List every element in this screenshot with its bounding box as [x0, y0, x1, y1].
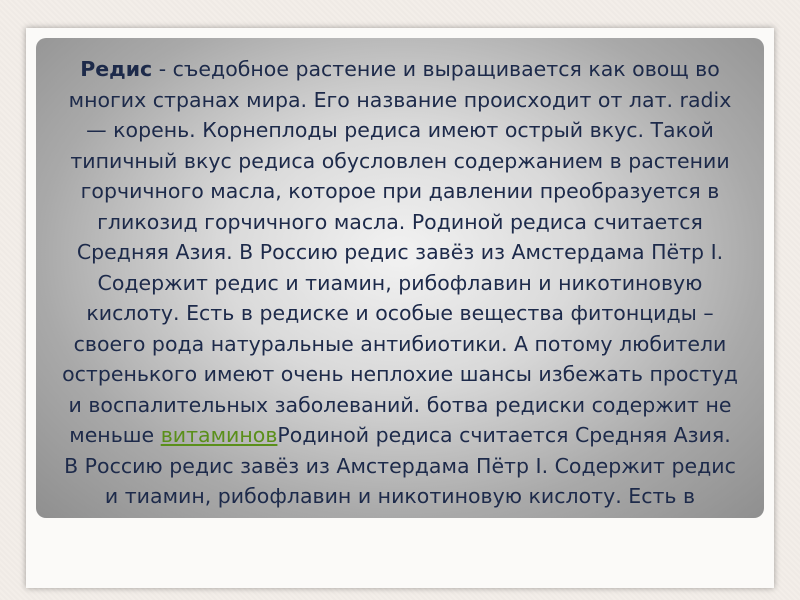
- paragraph-text-part2: Родиной редиса считается Средняя Азия. В Россию редис завёз из Амстердама Пётр I. Содержит редис и тиамин, рибофлавин и никотиновую кислоту. Есть в: [64, 423, 736, 508]
- paragraph-text-part1: - съедобное растение и выращивается как овощ во многих странах мира. Его название происходит от лат. radix — корень. Корнеплоды редиса имеют острый вкус. Такой типичный вкус редиса обусловлен содержанием в растении горчичного масла, которое при давлении преобразуется в гликозид горчичного масла. Родиной редиса считается Средняя Азия. В Россию редис завёз из Амстердама Пётр I. Содержит редис и тиамин, рибофлавин и никотиновую кислоту. Есть в редиске и особые вещества фитонциды – своего рода натуральные антибиотики. А потому любители остренького имеют очень неплохие шансы избежать простуд и воспалительных заболеваний. ботва редиски содержит не меньше: [62, 57, 738, 447]
- vitamins-link[interactable]: витаминов: [160, 423, 278, 447]
- body-paragraph: [60, 54, 740, 512]
- slide: [26, 28, 774, 588]
- lead-word: Редис: [80, 57, 153, 81]
